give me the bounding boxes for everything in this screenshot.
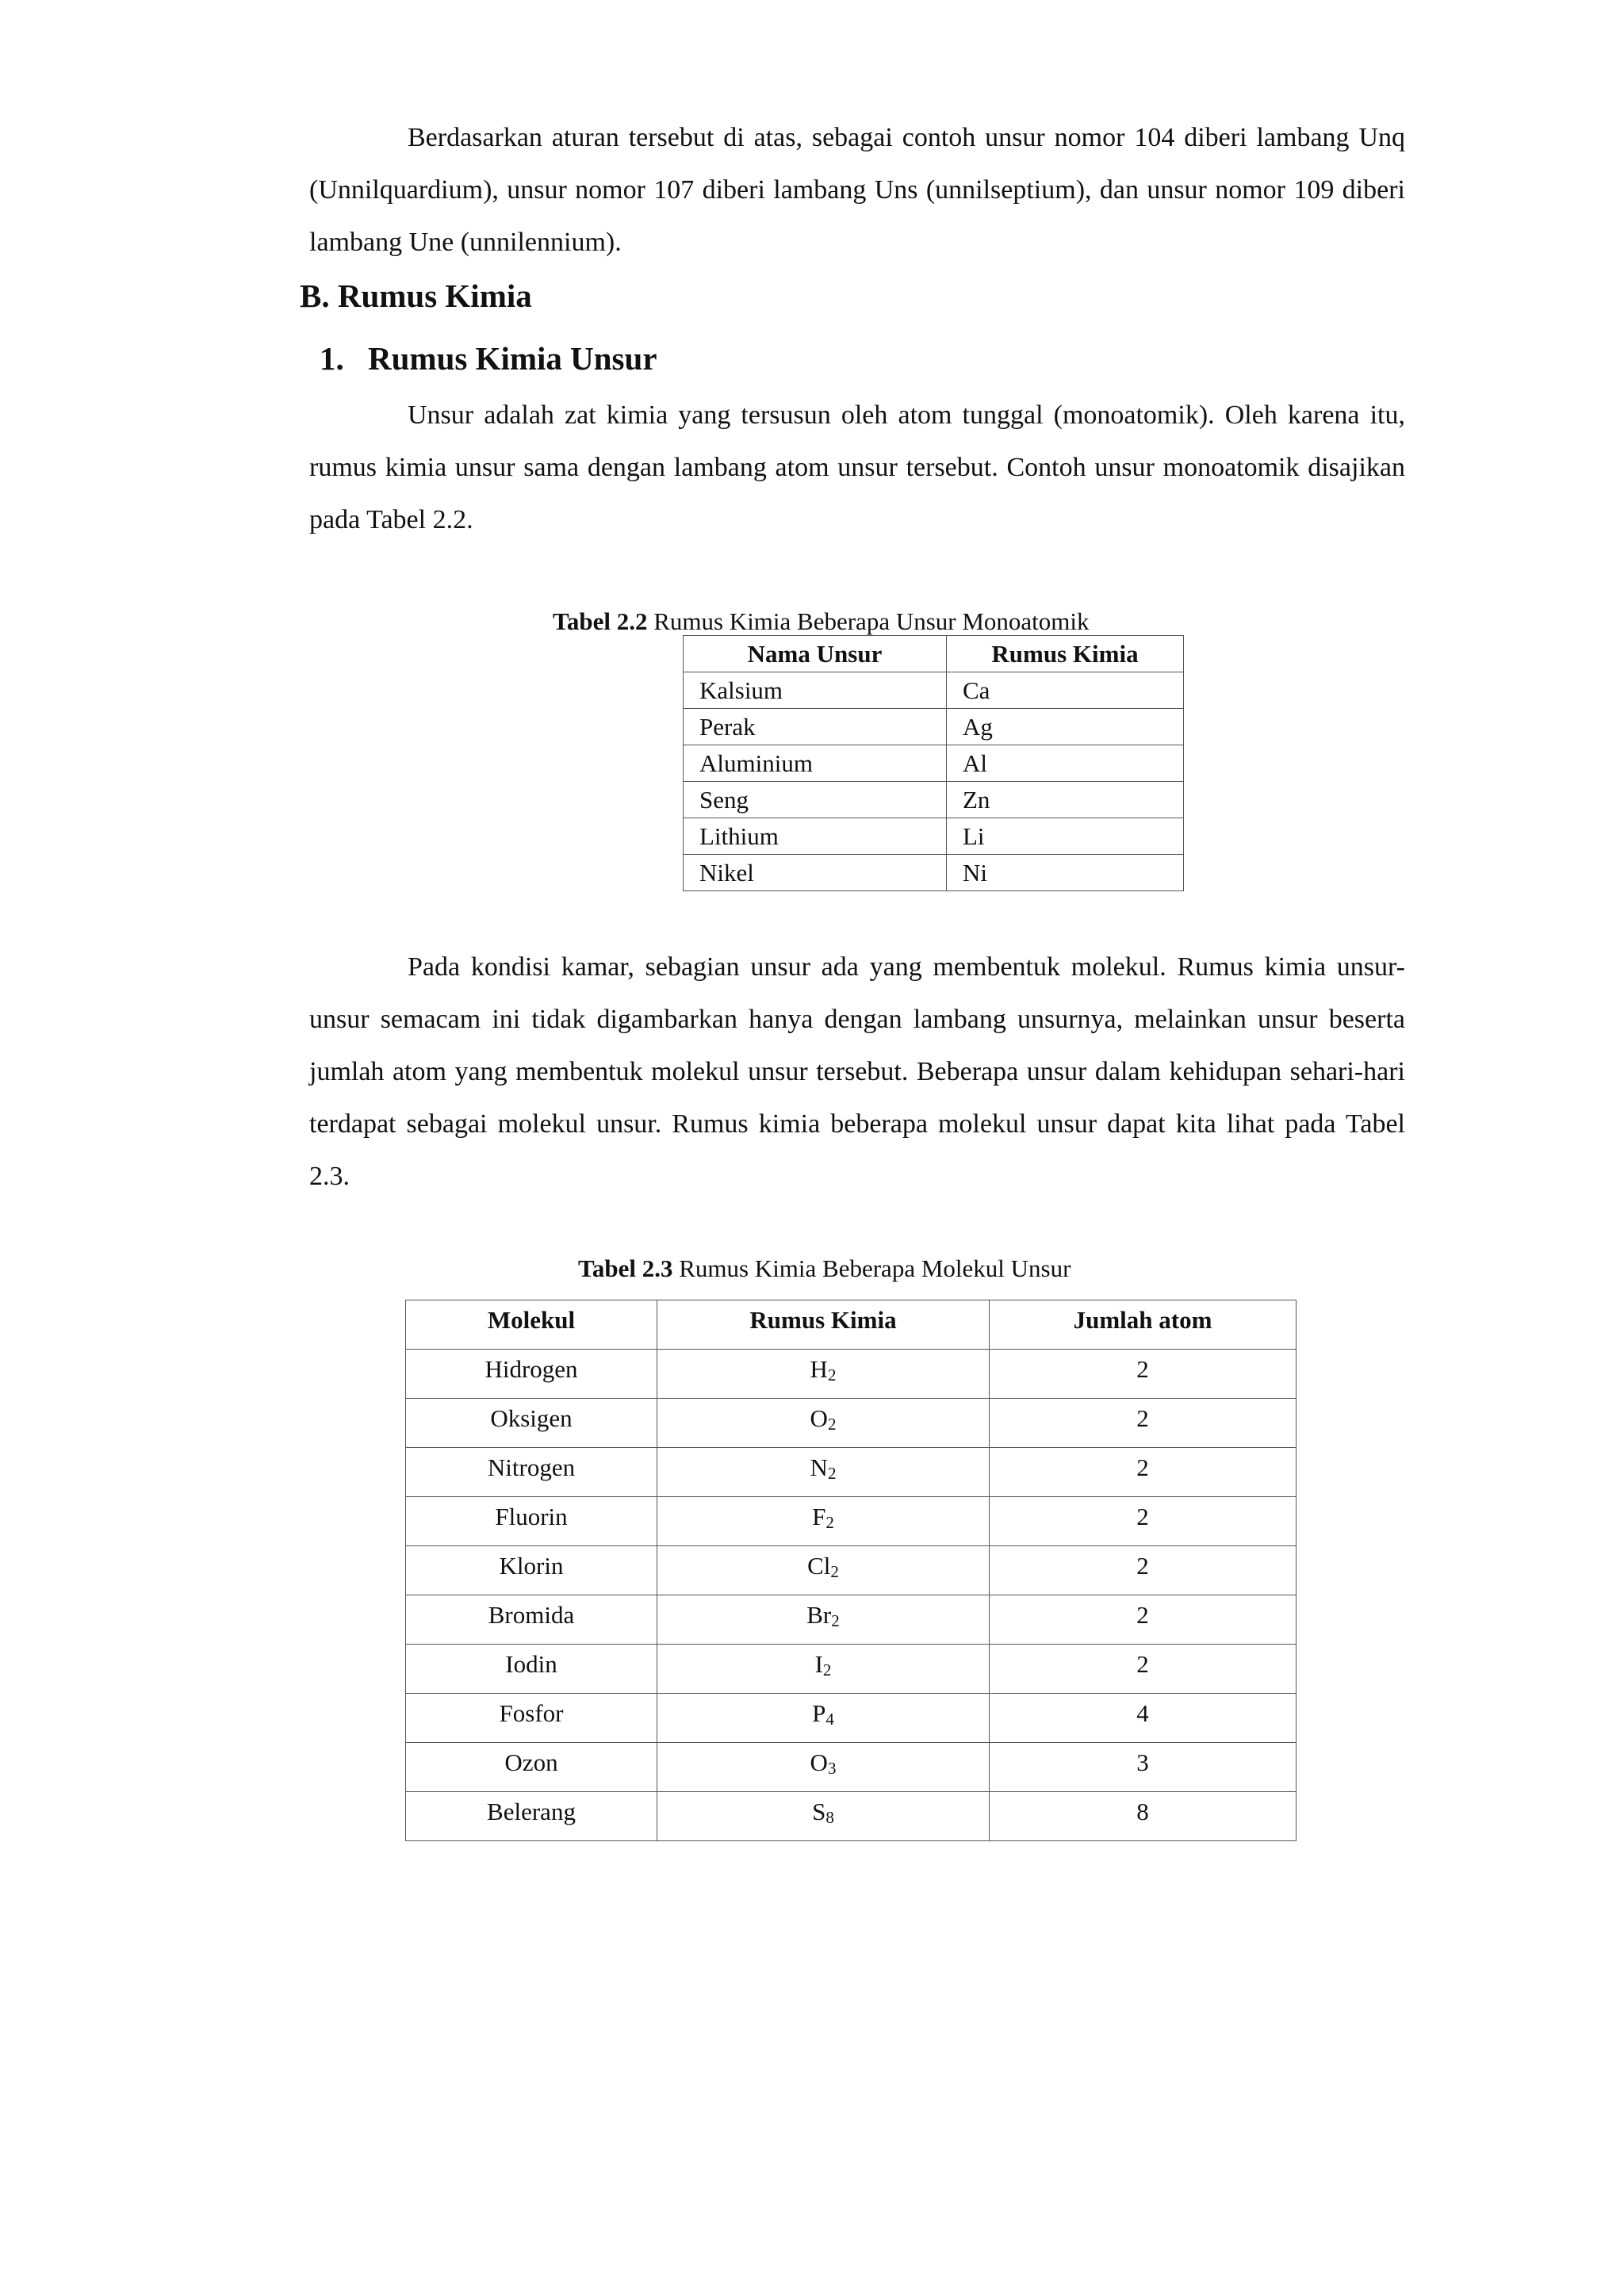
formula-subscript: 2 <box>827 1365 837 1384</box>
subsection-number: 1. <box>320 340 344 377</box>
table-cell: Iodin <box>406 1645 657 1694</box>
table-cell: 2 <box>990 1350 1297 1399</box>
formula-subscript: 2 <box>825 1513 834 1532</box>
table-cell: Zn <box>947 782 1184 818</box>
table-cell: Hidrogen <box>406 1350 657 1399</box>
table-cell: Seng <box>684 782 947 818</box>
formula-symbol: N <box>810 1453 828 1481</box>
table-row <box>406 1645 1297 1694</box>
subsection-title: Rumus Kimia Unsur <box>368 340 657 377</box>
table-cell: Ozon <box>406 1743 657 1792</box>
formula-symbol: O <box>810 1748 828 1776</box>
table-row <box>684 745 1184 782</box>
table-header-row <box>406 1300 1297 1350</box>
table-cell: 8 <box>990 1792 1297 1841</box>
table-2-3 <box>405 1300 1297 1841</box>
table-row <box>406 1546 1297 1595</box>
table-row <box>406 1497 1297 1546</box>
table-row <box>684 855 1184 891</box>
table-cell: Ag <box>947 709 1184 745</box>
formula-subscript: 8 <box>825 1808 834 1827</box>
table-cell: Aluminium <box>684 745 947 782</box>
formula-symbol: Br <box>806 1601 832 1629</box>
table-cell: Nitrogen <box>406 1448 657 1497</box>
table-cell: 4 <box>990 1694 1297 1743</box>
formula-cell <box>657 1645 990 1694</box>
formula-cell <box>657 1399 990 1448</box>
formula-subscript: 2 <box>822 1660 832 1679</box>
table-2-3-caption <box>578 1253 1071 1285</box>
table-header-cell: Molekul <box>406 1300 657 1350</box>
subsection-heading <box>320 332 657 385</box>
formula-symbol: I <box>814 1650 823 1678</box>
table-cell: 2 <box>990 1645 1297 1694</box>
table-header-cell: Rumus Kimia <box>947 636 1184 672</box>
paragraph-unsur: Unsur adalah zat kimia yang tersusun oleh atom tunggal (monoatomik). Oleh karena itu, rumus kimia unsur sama dengan lambang atom unsur tersebut. Contoh unsur monoatomik disajikan pada Tabel 2.2. <box>309 400 1405 534</box>
formula-cell <box>657 1448 990 1497</box>
paragraph-molekul: Pada kondisi kamar, sebagian unsur ada yang membentuk molekul. Rumus kimia unsur-unsur semacam ini tidak digambarkan hanya dengan lambang unsurnya, melainkan unsur beserta jumlah atom yang membentuk molekul unsur tersebut. Beberapa unsur dalam kehidupan sehari-hari terdapat sebagai molekul unsur. Rumus kimia beberapa molekul unsur dapat kita lihat pada Tabel 2.3. <box>309 952 1405 1191</box>
formula-subscript: 2 <box>827 1415 837 1434</box>
table-row <box>406 1694 1297 1743</box>
table-cell: Lithium <box>684 818 947 855</box>
table-header-cell: Rumus Kimia <box>657 1300 990 1350</box>
table-row <box>406 1399 1297 1448</box>
table-row <box>684 782 1184 818</box>
table-row <box>406 1792 1297 1841</box>
table-cell: Nikel <box>684 855 947 891</box>
table-header-cell: Nama Unsur <box>684 636 947 672</box>
table-cell: Perak <box>684 709 947 745</box>
table-cell: Fosfor <box>406 1694 657 1743</box>
formula-subscript: 2 <box>830 1562 839 1581</box>
formula-subscript: 3 <box>827 1759 837 1778</box>
formula-symbol: Cl <box>807 1552 831 1580</box>
formula-subscript: 2 <box>827 1464 837 1483</box>
formula-cell <box>657 1694 990 1743</box>
table-cell: Klorin <box>406 1546 657 1595</box>
table-2-2 <box>683 635 1184 891</box>
table-cell: 3 <box>990 1743 1297 1792</box>
table-2-3-caption-label: Tabel 2.3 <box>578 1254 673 1282</box>
table-2-2-caption <box>553 606 1090 638</box>
table-cell: Kalsium <box>684 672 947 709</box>
table-header-cell: Jumlah atom <box>990 1300 1297 1350</box>
formula-symbol: F <box>812 1503 826 1530</box>
formula-symbol: O <box>810 1404 828 1432</box>
formula-cell <box>657 1546 990 1595</box>
table-cell: Li <box>947 818 1184 855</box>
formula-symbol: H <box>810 1355 828 1383</box>
table-cell: Oksigen <box>406 1399 657 1448</box>
table-cell: 2 <box>990 1546 1297 1595</box>
table-row <box>684 709 1184 745</box>
formula-cell <box>657 1350 990 1399</box>
table-cell: 2 <box>990 1497 1297 1546</box>
table-cell: Fluorin <box>406 1497 657 1546</box>
formula-cell <box>657 1792 990 1841</box>
formula-subscript: 4 <box>825 1710 834 1729</box>
table-cell: 2 <box>990 1595 1297 1645</box>
table-row <box>406 1448 1297 1497</box>
formula-cell <box>657 1743 990 1792</box>
table-2-2-caption-text: Rumus Kimia Beberapa Unsur Monoatomik <box>647 607 1090 635</box>
table-row <box>406 1350 1297 1399</box>
paragraph-intro: Berdasarkan aturan tersebut di atas, sebagai contoh unsur nomor 104 diberi lambang Unq (Unnilquardium), unsur nomor 107 diberi lambang Uns (unnilseptium), dan unsur nomor 109 diberi lambang Une (unnilennium). <box>309 123 1405 257</box>
table-cell: Bromida <box>406 1595 657 1645</box>
table-2-2-caption-label: Tabel 2.2 <box>553 607 648 635</box>
table-cell: 2 <box>990 1448 1297 1497</box>
table-cell: Ca <box>947 672 1184 709</box>
table-row <box>684 672 1184 709</box>
table-cell: Belerang <box>406 1792 657 1841</box>
formula-symbol: P <box>812 1699 826 1727</box>
formula-cell <box>657 1595 990 1645</box>
formula-subscript: 2 <box>831 1611 840 1630</box>
table-header-row <box>684 636 1184 672</box>
table-row <box>406 1743 1297 1792</box>
formula-cell <box>657 1497 990 1546</box>
formula-symbol: S <box>812 1798 826 1825</box>
section-heading: B. Rumus Kimia <box>300 278 532 314</box>
table-row <box>684 818 1184 855</box>
table-2-3-caption-text: Rumus Kimia Beberapa Molekul Unsur <box>672 1254 1071 1282</box>
table-cell: Al <box>947 745 1184 782</box>
table-row <box>406 1595 1297 1645</box>
table-cell: Ni <box>947 855 1184 891</box>
table-cell: 2 <box>990 1399 1297 1448</box>
